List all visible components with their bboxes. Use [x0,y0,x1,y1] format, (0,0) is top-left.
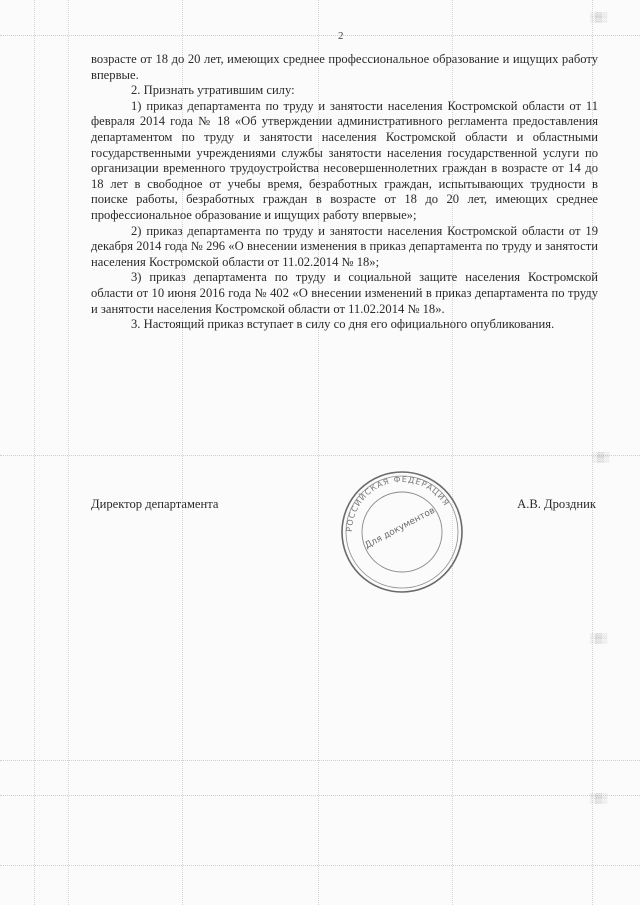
scan-line [0,795,640,796]
scan-artifact-icon: ░▒░ [590,12,607,22]
signatory-name: А.В. Дроздник [517,497,596,511]
scan-line [34,0,35,905]
paragraph: возрасте от 18 до 20 лет, имеющих среднее профессиональное образование и ищущих работу впервые. [91,52,598,82]
scan-artifact-icon: ░▒░ [592,452,609,462]
scan-artifact-icon: ░▒░ [590,793,607,803]
scan-artifact-icon: ░▒░ [590,633,607,643]
document-body [91,52,598,333]
paragraph: 2) приказ департамента по труду и занятости населения Костромской области от 19 декабря 2014 года № 296 «О внесении изменения в приказ департамента по труду и занятости населения Костромской области от 11.02.2014 № 18»; [91,223,598,269]
signatory-title: Директор департамента [91,497,219,511]
paragraph: 3) приказ департамента по труду и социальной защите населения Костромской области от 10 июня 2016 года № 402 «О внесении изменений в приказ департамента по труду и занятости населения Костромской области от 11.02.2014 № 18». [91,270,598,316]
paragraph: 1) приказ департамента по труду и занятости населения Костромской области от 11 февраля 2014 года № 18 «Об утверждении административного регламента предоставления департаментом по труду и занятости населения Костромской области и областными государственными учреждениями службы занятости населения государственной услуги по организации временного трудоустройства несовершеннолетних граждан в возрасте от 14 до 18 лет в свободное от учебы время, безработных граждан, испытывающих трудности в поиске работы, безработных граждан в возрасте от 18 до 20 лет, имеющих среднее профессиональное образование и ищущих работу впервые»; [91,98,598,222]
scan-line [0,865,640,866]
paragraph: 2. Признать утратившим силу: [131,83,295,98]
seal-center-text: Для документов [363,505,437,552]
official-seal-icon [338,468,466,596]
scan-line [0,760,640,761]
scan-line [0,455,640,456]
scan-line [68,0,69,905]
scan-line [0,35,640,36]
paragraph: 3. Настоящий приказ вступает в силу со дня его официального опубликования. [131,317,555,332]
page-number: 2 [338,30,344,42]
seal-outer-text: РОССИЙСКАЯ ФЕДЕРАЦИЯ [344,474,452,533]
